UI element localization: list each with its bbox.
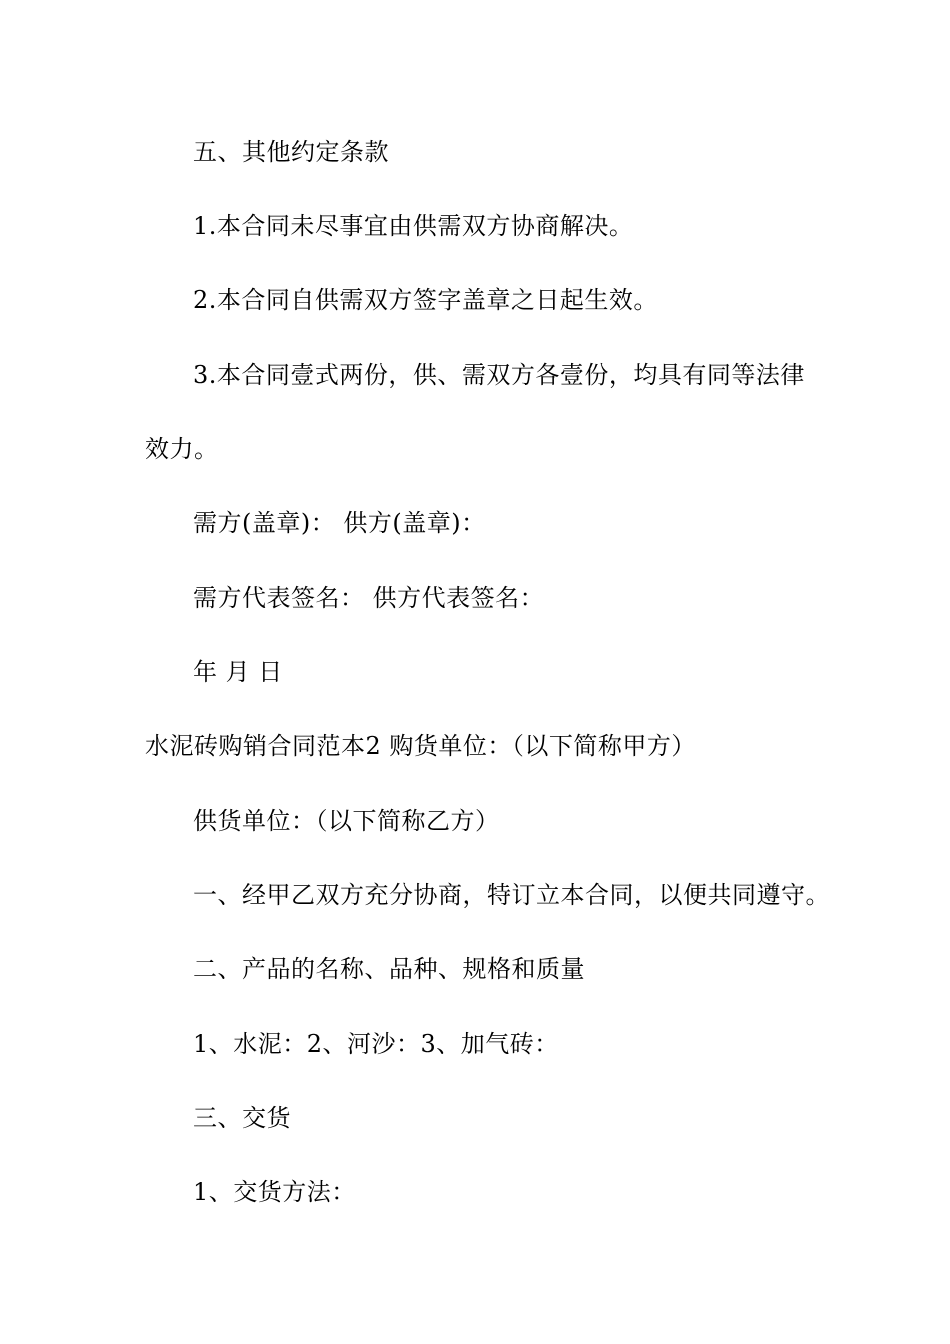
section-3-heading: 三、交货 — [193, 1104, 291, 1132]
section-2-heading: 二、产品的名称、品种、规格和质量 — [193, 955, 585, 983]
clause-3-continued: 效力。 — [145, 435, 219, 463]
date-line: 年 月 日 — [193, 658, 283, 686]
signature-line: 需方代表签名： 供方代表签名： — [193, 584, 545, 612]
supplier-line: 供货单位：（以下简称乙方） — [193, 807, 500, 835]
seal-line: 需方(盖章)： 供方(盖章)： — [193, 509, 486, 537]
product-list: 1、水泥：2、河沙：3、加气砖： — [193, 1030, 559, 1058]
clause-3: 3.本合同壹式两份，供、需双方各壹份，均具有同等法律 — [193, 361, 805, 389]
delivery-method: 1、交货方法： — [193, 1178, 356, 1206]
section-1: 一、经甲乙双方充分协商，特订立本合同，以便共同遵守。 — [193, 881, 830, 909]
contract-title-2: 水泥砖购销合同范本2 购货单位：（以下简称甲方） — [145, 732, 696, 760]
section-heading-other-terms: 五、其他约定条款 — [193, 138, 389, 166]
clause-1: 1.本合同未尽事宜由供需双方协商解决。 — [193, 212, 634, 240]
clause-2: 2.本合同自供需双方签字盖章之日起生效。 — [193, 286, 658, 314]
